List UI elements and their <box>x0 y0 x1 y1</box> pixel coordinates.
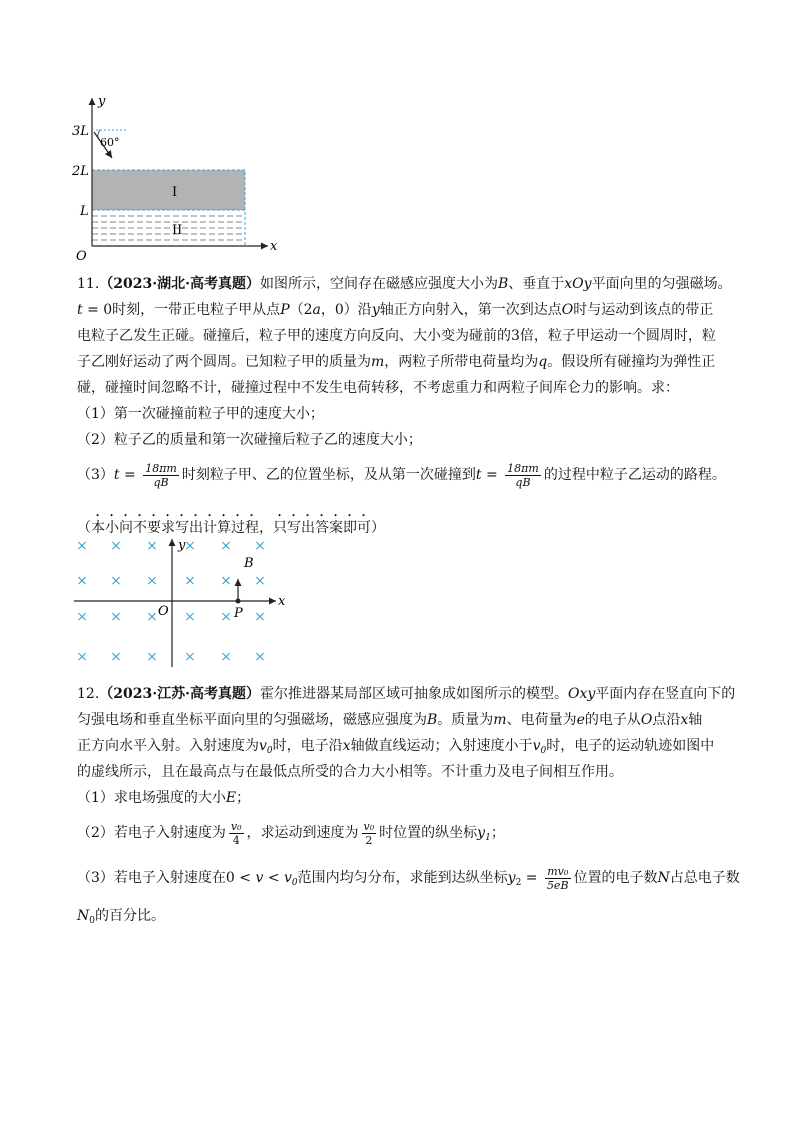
q11-text: ，0）沿 <box>320 302 372 318</box>
q12-text: = <box>521 870 542 886</box>
frac-den: 4 <box>232 833 240 847</box>
region-1-label: I <box>172 185 178 200</box>
origin-label: O <box>158 604 169 619</box>
q11-var: t <box>77 302 83 318</box>
q11-text: 平面向里的匀强磁场。 <box>591 276 732 292</box>
frac-den: qB <box>515 475 531 489</box>
frac-num: v₀ <box>230 819 242 833</box>
q12-text: 时，电子的运动轨迹如图中 <box>546 738 715 754</box>
region-1 <box>92 170 245 210</box>
q12-text: 的百分比。 <box>94 908 165 924</box>
q11-text: 时与运动到该点的带正 <box>573 302 714 318</box>
q11-line-4 <box>77 352 715 372</box>
field-cross: × <box>184 573 196 589</box>
field-cross: × <box>184 609 196 625</box>
q11-var: y <box>371 302 380 318</box>
figure-q11 <box>72 535 287 670</box>
q11-var: P <box>280 302 290 318</box>
y-axis-label: y <box>178 538 186 553</box>
fraction-18pim-qB <box>505 463 541 488</box>
q11-part-1: （1）第一次碰撞前粒子甲的速度大小； <box>77 406 324 422</box>
q12-text: ； <box>490 825 505 841</box>
angle-label: 60° <box>100 136 120 149</box>
origin-label: O <box>76 249 87 262</box>
q11-part-3 <box>77 460 726 490</box>
x-axis-label: x <box>270 239 278 254</box>
q11-text: 。假设所有碰撞均为弹性正 <box>547 354 716 370</box>
frac-den: 5eB <box>546 878 569 892</box>
field-cross: × <box>146 538 158 554</box>
q12-text: 霍尔推进器某局部区域可抽象成如图所示的模型。 <box>259 686 568 702</box>
field-cross: × <box>146 573 158 589</box>
q12-text: 位置的电子数 <box>573 870 658 886</box>
q11-text: ，两粒子所带电荷量均为 <box>384 354 539 370</box>
q12-var: v <box>279 870 292 886</box>
field-cross: × <box>220 649 232 665</box>
q11-text: = <box>481 467 503 483</box>
frac-num: 18πm <box>145 461 177 475</box>
tick-L: L <box>80 204 89 219</box>
q12-var: y <box>507 870 516 886</box>
q12-text: 时，电子沿 <box>272 738 343 754</box>
point-p-dot <box>236 599 241 604</box>
q12-var: B <box>427 712 438 728</box>
field-cross: × <box>220 573 232 589</box>
q11-var: O <box>561 302 574 318</box>
q12-sub: 2 <box>515 878 522 888</box>
q12-part-2 <box>77 818 505 853</box>
q12-var: y <box>477 825 486 841</box>
q12-var: v <box>532 738 541 754</box>
figure-q10 <box>72 92 287 262</box>
q12-line-4: 的虚线所示，且在最高点与在最低点所受的合力大小相等。不计重力及电子间相互作用。 <box>77 764 623 780</box>
q11-line-1 <box>77 274 732 294</box>
frac-num: 18πm <box>507 461 539 475</box>
q12-var: N <box>657 870 670 886</box>
q11-number: 11. <box>77 276 100 292</box>
q12-var: m <box>493 712 507 728</box>
q11-note: （本小问不要求写出计算过程，只写出答案即可） <box>77 520 385 536</box>
q11-text: 的过程中粒子乙运动的路程。 <box>543 467 726 483</box>
q12-text: 匀强电场和垂直坐标平面向里的匀强磁场，磁感应强度为 <box>77 712 427 728</box>
q11-text: 如图所示，空间存在磁感应强度大小为 <box>259 276 498 292</box>
field-cross: × <box>254 649 266 665</box>
frac-den: qB <box>153 475 169 489</box>
q12-var: N <box>77 908 90 924</box>
q12-text: 点沿 <box>652 712 681 728</box>
q11-var: t <box>475 467 482 483</box>
field-cross: × <box>110 573 122 589</box>
field-cross: × <box>76 538 88 554</box>
q12-var: v <box>251 870 268 886</box>
q12-text: 轴 <box>688 712 703 728</box>
field-cross: × <box>184 538 196 554</box>
y-axis-label: y <box>98 94 106 109</box>
q12-text: 平面内存在竖直向下的 <box>595 686 736 702</box>
q12-text: （3）若电子入射速度在0 < <box>77 870 251 886</box>
field-cross: × <box>254 609 266 625</box>
q11-line-2 <box>77 300 713 320</box>
field-cross: × <box>184 649 196 665</box>
q11-text: 轴正方向射入，第一次到达点 <box>379 302 562 318</box>
field-cross: × <box>110 538 122 554</box>
field-cross: × <box>76 609 88 625</box>
q11-var: t <box>113 467 120 483</box>
q12-text: 。质量为 <box>437 712 494 728</box>
q11-text: （3） <box>77 467 114 483</box>
q11-line-3: 电粒子乙发生正碰。碰撞后，粒子甲的速度方向反向、大小变为碰前的3倍，粒子甲运动一个圆周时，粒 <box>77 328 716 344</box>
q12-var: x <box>680 712 689 728</box>
q11-var: xOy <box>564 276 592 292</box>
q11-var: B <box>497 276 509 292</box>
point-p-label: P <box>234 606 243 621</box>
q12-part-3 <box>77 863 740 898</box>
fraction-v0-2 <box>362 821 377 846</box>
q12-text: （1）求电场强度的大小 <box>77 790 226 806</box>
q12-sub: 1 <box>485 833 491 843</box>
field-cross: × <box>220 538 232 554</box>
q12-sub: 0 <box>266 746 273 756</box>
q12-text: ，求运动到速度为 <box>246 825 359 841</box>
q11-var: a <box>312 302 321 318</box>
field-cross: × <box>146 649 158 665</box>
q12-line-2 <box>77 710 702 730</box>
fraction-v0-4 <box>229 821 244 846</box>
q11-text: 时刻粒子甲、乙的位置坐标，及从第一次碰撞到 <box>181 467 476 483</box>
field-cross: × <box>76 573 88 589</box>
q12-var: Oxy <box>567 686 596 702</box>
q12-sub: 0 <box>540 746 547 756</box>
field-cross: × <box>76 649 88 665</box>
q11-text: = 0时刻，一带正电粒子甲从点 <box>82 302 281 318</box>
q11-line-5: 碰，碰撞时间忽略不计，碰撞过程中不发生电荷转移，不考虑重力和两粒子间库仑力的影响。求： <box>77 380 679 396</box>
q12-text: （2）若电子入射速度为 <box>77 825 226 841</box>
q12-sub: 0 <box>291 878 298 888</box>
region-2-label: II <box>172 223 183 238</box>
q12-text: < <box>267 870 280 886</box>
q11-source: （2023·湖北·高考真题） <box>99 276 260 292</box>
q12-part-1 <box>77 788 250 808</box>
q11-text: 、垂直于 <box>508 276 565 292</box>
q11-text: （2 <box>289 302 313 318</box>
q11-text: = <box>119 467 141 483</box>
q11-var: m <box>371 354 385 370</box>
tick-3L: 3L <box>72 124 89 139</box>
q12-text: 范围内均匀分布，求能到达纵坐标 <box>297 870 508 886</box>
q12-line-3 <box>77 736 714 761</box>
field-cross: × <box>146 609 158 625</box>
q12-line-1 <box>77 684 735 704</box>
tick-2L: 2L <box>72 164 89 179</box>
frac-num: mv₀ <box>545 866 571 879</box>
q12-source: （2023·江苏·高考真题） <box>99 686 260 702</box>
q12-text: 占总电子数 <box>669 870 740 886</box>
q12-var: e <box>576 712 585 728</box>
q12-var: v <box>259 738 267 754</box>
q12-last-line <box>77 906 165 931</box>
frac-den: 2 <box>365 833 373 847</box>
q12-text: ； <box>236 790 251 806</box>
q12-number: 12. <box>77 686 100 702</box>
q12-text: 、电荷量为 <box>506 712 577 728</box>
frac-num: v₀ <box>363 819 375 833</box>
fraction-mv0-5eB <box>545 866 571 891</box>
q12-sub: 0 <box>89 916 95 926</box>
q12-text: 正方向水平入射。入射速度为 <box>77 738 259 754</box>
q11-var: q <box>538 354 548 370</box>
q11-text: 子乙刚好运动了两个圆周。已知粒子甲的质量为 <box>77 354 371 370</box>
q12-text: 的电子从 <box>584 712 641 728</box>
fraction-18pim-qB <box>143 463 179 488</box>
field-cross: × <box>110 609 122 625</box>
q12-text: 轴做直线运动；入射速度小于 <box>350 738 533 754</box>
q12-text: 时位置的纵坐标 <box>379 825 478 841</box>
x-axis-label: x <box>278 594 286 609</box>
q12-var: O <box>640 712 653 728</box>
field-cross: × <box>254 538 266 554</box>
q12-var: x <box>342 738 351 754</box>
field-cross: × <box>110 649 122 665</box>
q11-part-2: （2）粒子乙的质量和第一次碰撞后粒子乙的速度大小； <box>77 432 422 448</box>
field-cross: × <box>220 609 232 625</box>
q12-var: E <box>225 790 237 806</box>
field-b-label: B <box>244 556 254 571</box>
field-cross: × <box>254 573 266 589</box>
